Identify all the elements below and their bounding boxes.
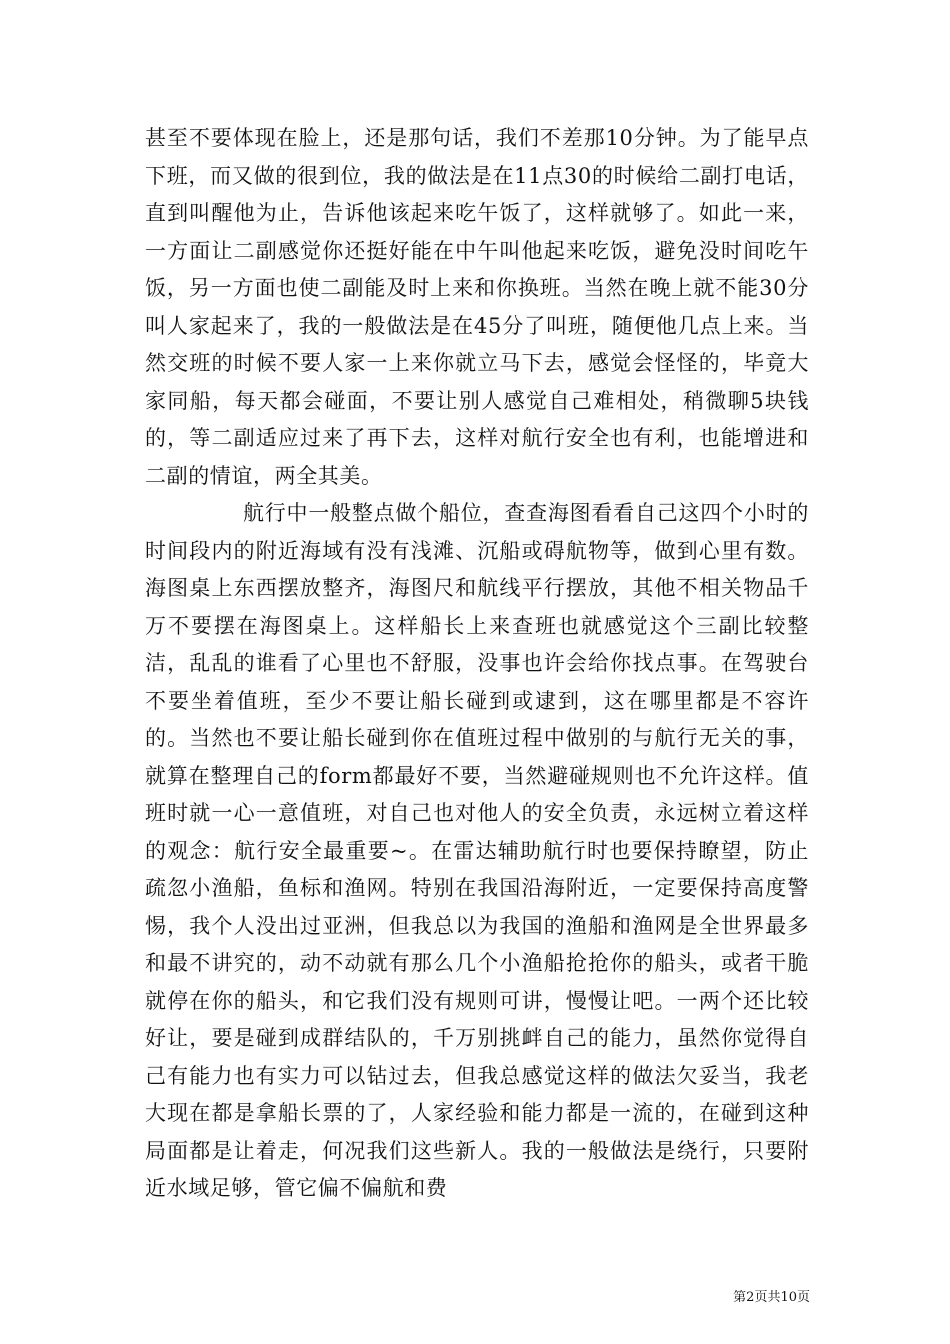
page-number-footer: 第2页共10页	[733, 1290, 810, 1305]
body-paragraph-2: 航行中一般整点做个船位，查查海图看看自己这四个小时的时间段内的附近海域有没有浅滩、沉船或碍航物等，做到心里有数。海图桌上东西摆放整齐，海图尺和航线平行摆放，其他不相关物品千万不要摆在海图桌上。这样船长上来查班也就感觉这个三副比较整洁，乱乱的谁看了心里也不舒服，没事也许会给你找点事。在驾驶台不要坐着值班，至少不要让船长碰到或逮到，这在哪里都是不容许的。当然也不要让船长碰到你在值班过程中做别的与航行无关的事，就算在整理自己的form都最好不要，当然避碰规则也不允许这样。值班时就一心一意值班，对自己也对他人的安全负责，永远树立着这样的观念：航行安全最重要~。在雷达辅助航行时也要保持瞭望，防止疏忽小渔船，鱼标和渔网。特别在我国沿海附近，一定要保持高度警惕，我个人没出过亚洲，但我总以为我国的渔船和渔网是全世界最多和最不讲究的，动不动就有那么几个小渔船抢抢你的船头，或者干脆就停在你的船头，和它我们没有规则可讲，慢慢让吧。一两个还比较好让，要是碰到成群结队的，千万别挑衅自己的能力，虽然你觉得自己有能力也有实力可以钻过去，但我总感觉这样的做法欠妥当，我老大现在都是拿船长票的了，人家经验和能力都是一流的，在碰到这种局面都是让着走，何况我们这些新人。我的一般做法是绕行，只要附近水域足够，管它偏不偏航和费	[145, 501, 809, 1200]
body-paragraph-1: 甚至不要体现在脸上，还是那句话，我们不差那10分钟。为了能早点下班，而又做的很到位，我的做法是在11点30的时候给二副打电话，直到叫醒他为止，告诉他该起来吃午饭了，这样就够了。如此一来，一方面让二副感觉你还挺好能在中午叫他起来吃饭，避免没时间吃午饭，另一方面也使二副能及时上来和你换班。当然在晚上就不能30分叫人家起来了，我的一般做法是在45分了叫班，随便他几点上来。当然交班的时候不要人家一上来你就立马下去，感觉会怪怪的，毕竟大家同船，每天都会碰面，不要让别人感觉自己难相处，稍微聊5块钱的，等二副适应过来了再下去，这样对航行安全也有利，也能增进和二副的情谊，两全其美。	[145, 126, 809, 488]
